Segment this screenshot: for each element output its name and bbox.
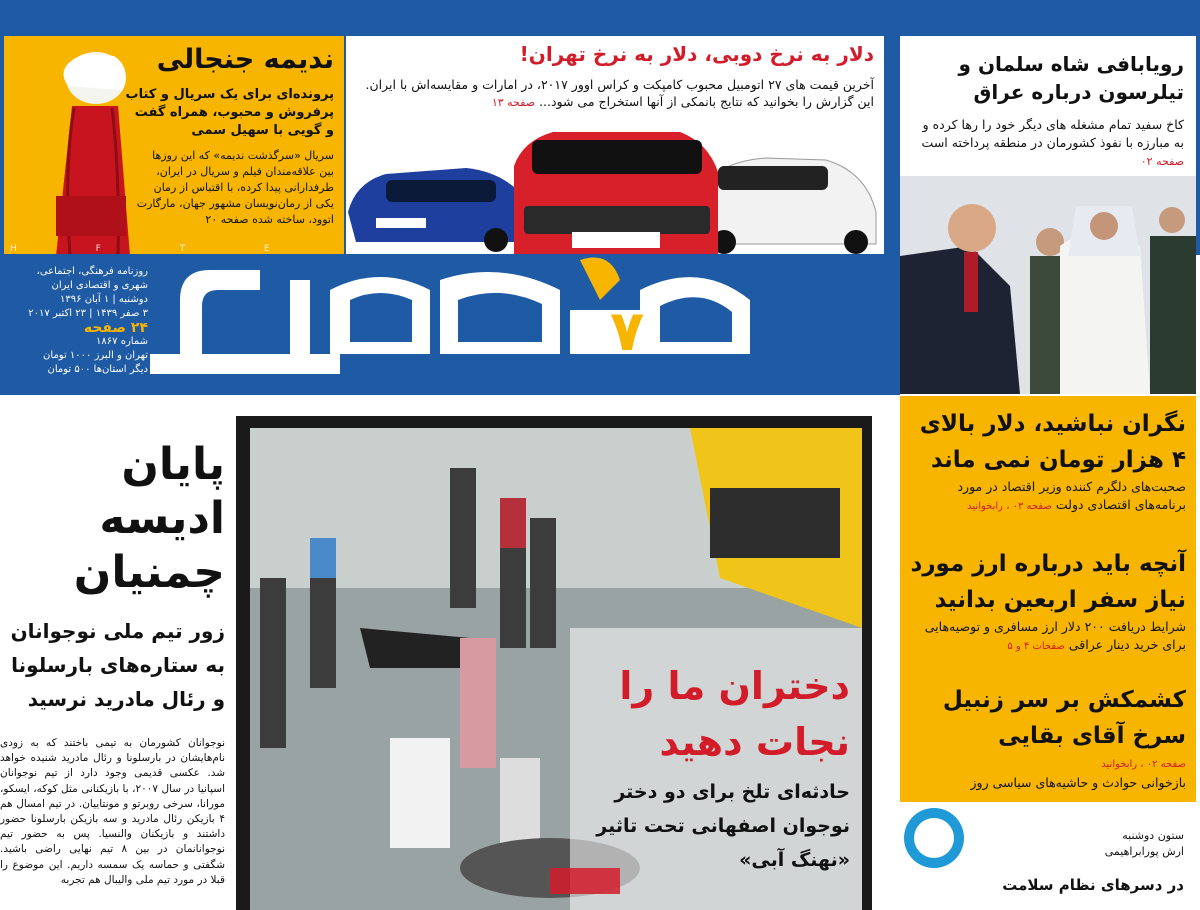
iraq-title: رویابافی شاه سلمان و تیلرسون درباره عراق [958,52,1184,104]
iraq-lead-text: کاخ سفید تمام مشغله های دیگر خود را رها کرده و به مبارزه با نفوذ کشورمان در منطقه پرداخته است [921,117,1184,150]
right-item-page-ref: صفحه ۰۲ ، رابخوانید [1101,759,1186,770]
right-item-lead-text: بازخوانی حوادث و حاشیه‌های سیاسی روز [970,775,1186,790]
right-item-page-ref: صفحه ۰۳ ، رابخوانید [967,501,1052,512]
date-persian: دوشنبه | ۱ آبان ۱۳۹۶ [60,294,148,305]
serial-title: ندیمه جنجالی [156,44,334,75]
dollar-page-ref: صفحه ۱۳ [491,96,536,109]
tagline-1: روزنامه فرهنگی، اجتماعی، [36,266,148,277]
iraq-lead [914,116,1184,171]
svg-text:۷: ۷ [610,299,645,364]
price-tehran: تهران و البرز ۱۰۰۰ تومان [43,350,148,361]
iraq-page-ref: صفحه ۰۲ [1140,155,1184,168]
date-multi: ۳ صفر ۱۴۳۹ | ۲۳ اکتبر ۲۰۱۷ [28,308,148,319]
logo-latin: H F T E [10,244,308,254]
right-item-lead-text: صحبت‌های دلگرم کننده وزیر اقتصاد در مورد برنامه‌های اقتصادی دولت [957,479,1186,512]
masthead-logo[interactable] [140,250,790,390]
right-item-title: نگران نباشید، دلار بالای ۴ هزار تومان نمی ماند [919,411,1186,473]
issue-number: شماره ۱۸۶۷ [96,336,148,347]
right-item-baghaei[interactable] [910,682,1186,792]
tagline-2: شهری و اقتصادی ایران [51,280,148,291]
right-item-lead [910,618,1186,656]
watermark-badge [550,868,620,894]
teaser-serial-box[interactable] [4,36,344,254]
masthead-info [10,265,148,377]
sun-icon [904,808,964,868]
right-column [900,396,1196,802]
column-title: در دسرهای نظام سلامت [1002,876,1184,894]
serial-body: سریال «سرگذشت ندیمه» که این روزها بین علاقه‌مندان فیلم و سریال در ایران، طرفدارانی پیدا کرده، با اقتباس از رمان یکی از رمان‌نویسان مشهور جهان، مارگارت اتوود، ساخته شده صفحه ۲۰ [136,149,334,226]
column-label-block [1105,828,1184,860]
dollar-title: دلار به نرخ دوبی، دلار به نرخ تهران! [519,42,874,66]
leaders-photo [900,176,1196,394]
price-other: دیگر استان‌ها ۵۰۰ تومان [47,364,148,375]
right-item-lead-text: شرایط دریافت ۲۰۰ دلار ارز مسافری و توصیه‌هایی برای خرید دینار عراقی [924,619,1186,652]
photo-headline[interactable]: دختران ما را نجات دهید [619,664,850,764]
serial-lead: پرونده‌ای برای یک سریال و کتاب پرفروش و محبوب، همراه گفت و گویی با سهیل سمی [125,87,334,138]
teaser-dollar-box[interactable] [346,36,884,254]
teaser-iraq-box[interactable] [900,36,1196,394]
sport-subtitle: زور تیم ملی نوجوانان به ستاره‌های بارسلونا و رئال مادرید نرسید [10,619,225,711]
right-item-lead [910,478,1186,516]
right-item-page-ref: صفحات ۴ و ۵ [1007,641,1065,652]
cars-image [346,132,884,254]
page-count: ۲۴ صفحه [83,320,148,336]
column-author: ارش پورابراهیمی [1104,845,1184,858]
handmaid-figure-image [34,46,144,254]
right-item-dollar[interactable] [910,406,1186,516]
photo-subtitle: حادثه‌ای تلخ برای دو دختر نوجوان اصفهانی تحت تاثیر «نهنگ آبی» [596,781,850,871]
right-item-title: کشمکش بر سر زنبیل سرخ آقای بقایی [942,687,1186,749]
right-item-arbaeen[interactable] [910,546,1186,656]
column-label: ستون دوشنبه [1122,829,1184,842]
right-item-title: آنچه باید درباره ارز مورد نیاز سفر اربعین بدانید [910,551,1186,613]
dollar-lead [364,76,874,111]
sport-headline[interactable]: پایان ادیسه چمنیان [73,439,225,598]
monday-column-box[interactable] [900,808,1196,910]
sport-body: نوجوانان کشورمان به تیمی باختند که به زودی نام‌هایشان در بارسلونا و رئال مادرید شنیده خواهد شد. عکسی قدیمی وجود دارد از تیم نوجوانان اسپانیا در سال ۲۰۰۷، با بازیکنانی مثل کوکه، ایسکو، مورانا، سرخی روبرتو و مونتاییان. در تیم امسال هم ۴ بازیکن رئال مادرید و سه بازیکن بارسلونا حضور داشتند و بازیکنان والنسیا. پس به حضور تیم نوجوانانمان در بین ۸ تیم نهایی راضی باشید. شگفتی و حماسه یک سمسه داریم. این موضوع را قبلا در مورد تیم ملی والیبال هم تجربه [0,737,225,886]
right-item-lead [910,754,1186,792]
dollar-lead-text: آخرین قیمت های ۲۷ اتومبیل محبوب کامپکت و کراس اوور ۲۰۱۷، در امارات و مقایسه‌اش با ایران. این گزارش را بخوانید که نتایج بانمکی از آنها استخراج می شود... [365,77,874,109]
